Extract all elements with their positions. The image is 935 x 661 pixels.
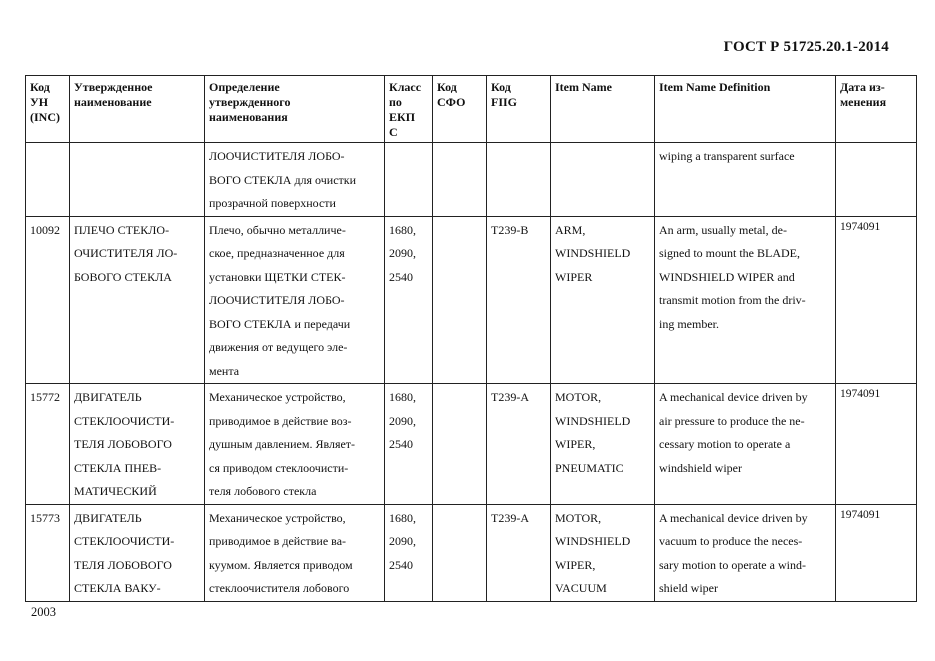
table-row (26, 216, 917, 384)
text-line: ing member. (659, 316, 719, 331)
text-line: Item Name Definition (659, 80, 771, 94)
cell-inc: 10092 (26, 216, 70, 384)
text-line: transmit motion from the driv- (659, 293, 806, 307)
text-line: куумом. Является приводом (209, 557, 353, 572)
header-inc (26, 76, 70, 143)
text-line: 1680, (389, 510, 416, 525)
text-line: 1680, (389, 222, 416, 237)
text-line: установки ЩЕТКИ СТЕК- (209, 269, 346, 284)
text-line: air pressure to produce the ne- (659, 413, 805, 428)
classification-table (25, 75, 917, 602)
cell-fiig: T239-A (487, 504, 551, 601)
text-line: signed to mount the BLADE, (659, 246, 800, 260)
text-line: СФО (437, 95, 466, 109)
text-line: МАТИЧЕСКИЙ (74, 484, 157, 498)
text-line: 2540 (389, 269, 413, 284)
text-line: наименования (209, 110, 288, 124)
text-line: С (389, 125, 398, 139)
cell-fiig: T239-B (487, 216, 551, 384)
text-line: 2090, (389, 246, 416, 260)
text-line: wiping a transparent surface (659, 149, 795, 163)
text-line: 2540 (389, 557, 413, 572)
text-line: vacuum to produce the neces- (659, 534, 803, 548)
text-line: windshield wiper (659, 460, 742, 475)
text-line: MOTOR, (555, 390, 602, 404)
text-line: WINDSHIELD (555, 413, 631, 428)
text-line: FIIG (491, 95, 518, 109)
table-row (26, 143, 917, 217)
text-line: наименование (74, 95, 152, 109)
text-line: sary motion to operate a wind- (659, 557, 806, 572)
text-line: приводимое в действие воз- (209, 413, 352, 428)
cell-definition (205, 384, 385, 505)
text-line: WINDSHIELD WIPER and (659, 269, 795, 284)
text-line: утвержденного (209, 95, 291, 109)
cell-item-name (551, 143, 655, 217)
text-line: мента (209, 363, 240, 378)
header-date (836, 76, 917, 143)
header-sfo (433, 76, 487, 143)
cell-item-name (551, 504, 655, 601)
cell-item-definition (655, 143, 836, 217)
text-line: A mechanical device driven by (659, 390, 808, 404)
text-line: душным давлением. Являет- (209, 437, 356, 451)
cell-name (70, 216, 205, 384)
text-line: ское, предназначенное для (209, 246, 345, 260)
text-line: 1680, (389, 390, 416, 404)
cell-class (385, 143, 433, 217)
text-line: WINDSHIELD (555, 246, 631, 260)
text-line: движения от ведущего эле- (209, 340, 348, 354)
text-line: Плечо, обычно металличе- (209, 222, 346, 237)
cell-item-name (551, 216, 655, 384)
text-line: по (389, 95, 402, 109)
text-line: Механическое устройство, (209, 510, 346, 525)
text-line: Дата из- (840, 80, 885, 94)
cell-date: 1974091 (836, 384, 917, 505)
cell-name (70, 384, 205, 505)
document-code: ГОСТ Р 51725.20.1-2014 (723, 39, 889, 55)
text-line: СТЕКЛА ВАКУ- (74, 581, 161, 595)
text-line: ся приводом стеклоочисти- (209, 460, 349, 475)
text-line: VACUUM (555, 581, 607, 595)
cell-class (385, 384, 433, 505)
text-line: приводимое в действие ва- (209, 534, 347, 548)
text-line: ВОГО СТЕКЛА и передачи (209, 316, 351, 331)
text-line: MOTOR, (555, 510, 602, 525)
header-item-definition (655, 76, 836, 143)
cell-date: 1974091 (836, 216, 917, 384)
text-line: ПЛЕЧО СТЕКЛО- (74, 222, 170, 237)
text-line: Код (491, 80, 511, 94)
page-number: 2003 (31, 605, 56, 619)
text-line: ДВИГАТЕЛЬ (74, 390, 142, 404)
cell-class (385, 216, 433, 384)
text-line: shield wiper (659, 581, 718, 595)
text-line: СТЕКЛА ПНЕВ- (74, 460, 162, 475)
cell-sfo (433, 504, 487, 601)
cell-sfo (433, 384, 487, 505)
text-line: WIPER, (555, 437, 596, 451)
text-line: менения (840, 95, 887, 109)
text-line: WIPER (555, 269, 593, 284)
text-line: 2090, (389, 534, 416, 548)
text-line: УН (30, 95, 49, 109)
table-row (26, 384, 917, 505)
text-line: Утвержденное (74, 80, 153, 94)
text-line: прозрачной поверхности (209, 196, 336, 210)
cell-item-definition (655, 504, 836, 601)
text-line: Механическое устройство, (209, 390, 346, 404)
text-line: ВОГО СТЕКЛА для очистки (209, 172, 357, 187)
table-header-row (26, 76, 917, 143)
text-line: Класс (389, 80, 422, 94)
text-line: 2540 (389, 437, 413, 451)
text-line: стеклоочистителя лобового (209, 581, 350, 595)
text-line: ТЕЛЯ ЛОБОВОГО (74, 437, 172, 451)
header-approved-name (70, 76, 205, 143)
cell-name (70, 143, 205, 217)
cell-sfo (433, 143, 487, 217)
text-line: ТЕЛЯ ЛОБОВОГО (74, 557, 172, 572)
text-line: ARM, (555, 222, 586, 237)
cell-sfo (433, 216, 487, 384)
text-line: (INC) (30, 110, 60, 124)
header-item-name (551, 76, 655, 143)
text-line: СТЕКЛООЧИСТИ- (74, 534, 175, 548)
header-class (385, 76, 433, 143)
header-fiig (487, 76, 551, 143)
cell-fiig: T239-A (487, 384, 551, 505)
cell-item-definition (655, 384, 836, 505)
cell-fiig (487, 143, 551, 217)
text-line: БОВОГО СТЕКЛА (74, 269, 172, 284)
text-line: ЕКП (389, 110, 416, 124)
text-line: A mechanical device driven by (659, 510, 808, 525)
text-line: PNEUMATIC (555, 460, 624, 475)
text-line: ДВИГАТЕЛЬ (74, 510, 142, 525)
text-line: ЛООЧИСТИТЕЛЯ ЛОБО- (209, 293, 345, 307)
cell-name (70, 504, 205, 601)
cell-definition (205, 504, 385, 601)
cell-class (385, 504, 433, 601)
text-line: cessary motion to operate a (659, 437, 791, 451)
text-line: WINDSHIELD (555, 534, 631, 548)
text-line: Код (437, 80, 457, 94)
cell-definition (205, 143, 385, 217)
text-line: СТЕКЛООЧИСТИ- (74, 413, 175, 428)
text-line: теля лобового стекла (209, 484, 317, 498)
text-line: Определение (209, 80, 280, 94)
cell-inc: 15773 (26, 504, 70, 601)
text-line: An arm, usually metal, de- (659, 222, 787, 237)
text-line: ОЧИСТИТЕЛЯ ЛО- (74, 246, 178, 260)
cell-definition (205, 216, 385, 384)
text-line: ЛООЧИСТИТЕЛЯ ЛОБО- (209, 149, 345, 163)
cell-date: 1974091 (836, 504, 917, 601)
header-definition (205, 76, 385, 143)
cell-item-name (551, 384, 655, 505)
text-line: WIPER, (555, 557, 596, 572)
table-row (26, 504, 917, 601)
text-line: 2090, (389, 413, 416, 428)
text-line: Код (30, 80, 50, 94)
cell-date (836, 143, 917, 217)
cell-inc: 15772 (26, 384, 70, 505)
text-line: Item Name (555, 80, 612, 94)
cell-item-definition (655, 216, 836, 384)
cell-inc (26, 143, 70, 217)
